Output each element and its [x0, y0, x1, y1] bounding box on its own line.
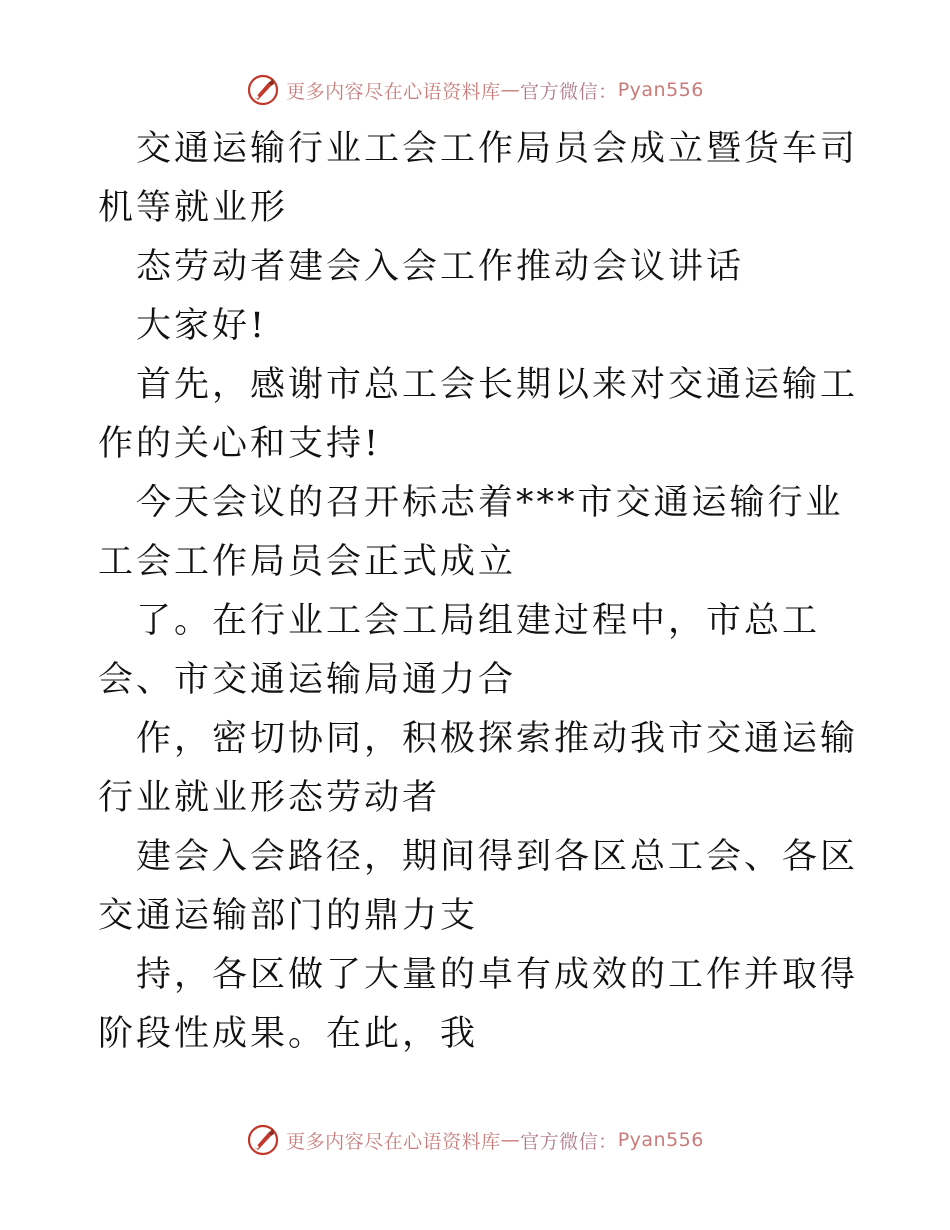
watermark-wechat-label: 官方微信：	[520, 80, 618, 103]
paragraph-achievements: 持，各区做了大量的卓有成效的工作并取得阶段性成果。在此，我	[98, 955, 859, 1054]
watermark-brand: 更多内容尽在心语资料库	[286, 80, 501, 103]
footer-watermark	[0, 1120, 950, 1160]
header-watermark	[0, 70, 950, 110]
paragraph-title-line-2: 态劳动者建会入会工作推动会议讲话	[136, 247, 745, 287]
watermark-wechat-label: 官方微信：	[520, 1130, 618, 1153]
paragraph-greeting: 大家好!	[136, 306, 268, 346]
paragraph-thanks: 首先，感谢市总工会长期以来对交通运输工作的关心和支持!	[98, 365, 859, 464]
quill-pen-logo-icon	[246, 1123, 280, 1157]
paragraph-title-line-1: 交通运输行业工会工作局员会成立暨货车司机等就业形	[98, 129, 859, 228]
watermark-wechat-id: Pyan556	[617, 1129, 704, 1151]
paragraph-cooperation: 作，密切协同，积极探索推动我市交通运输行业就业形态劳动者	[98, 719, 859, 818]
watermark-separator: —	[500, 1129, 521, 1151]
watermark-brand: 更多内容尽在心语资料库	[286, 1130, 501, 1153]
watermark-separator: —	[500, 79, 521, 101]
watermark-wechat-id: Pyan556	[617, 79, 704, 101]
paragraph-establishment: 今天会议的召开标志着***市交通运输行业工会工作局员会正式成立	[98, 483, 844, 582]
paragraph-organization: 了。在行业工会工局组建过程中，市总工会、市交通运输局通力合	[98, 601, 821, 700]
document-body	[98, 120, 858, 1064]
paragraph-support: 建会入会路径，期间得到各区总工会、各区交通运输部门的鼎力支	[98, 837, 859, 936]
quill-pen-logo-icon	[246, 73, 280, 107]
